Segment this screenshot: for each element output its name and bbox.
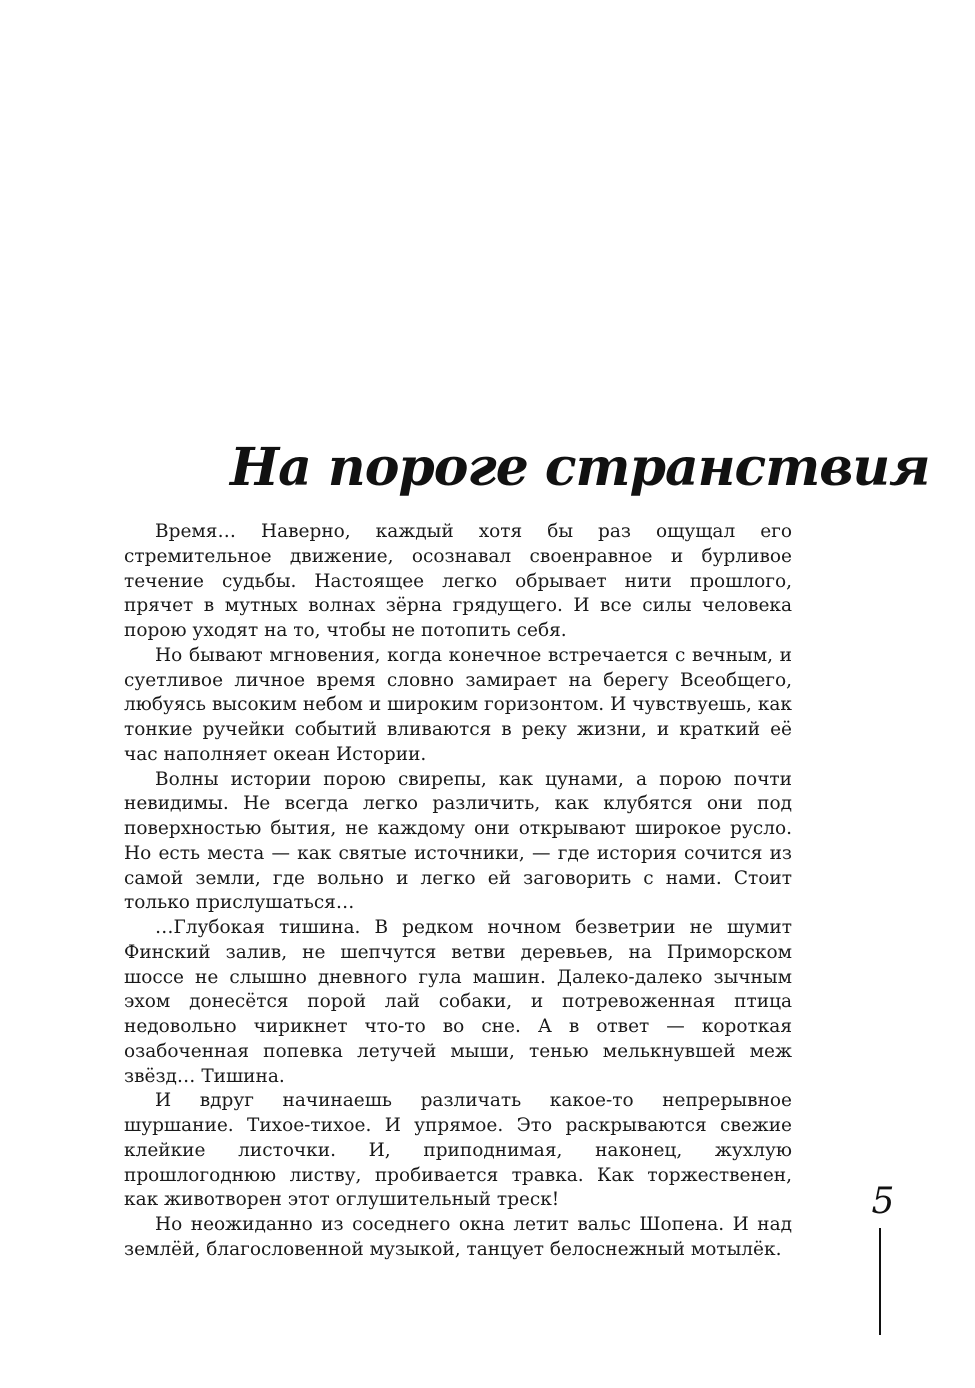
paragraph-2: Но бывают мгновения, когда конечное встречается с вечным, и суетливое личное время словно замирает на берегу Всеобщего, любуясь высоким небом и широким горизонтом. И чувствуешь, как тонкие ручейки событий вливаются в реку жизни, и краткий её час наполняет океан Истории.	[124, 644, 792, 765]
page-number: 5	[871, 1181, 895, 1222]
paragraph-5: И вдруг начинаешь различать какое-то непрерывное шуршание. Тихое-тихое. И упрямое. Это раскрываются свежие клейкие листочки. И, приподнимая, наконец, жухлую прошлогоднюю листву, пробивается травка. Как торжественен, как животворен этот оглушительный треск!	[124, 1090, 792, 1211]
paragraph-6: Но неожиданно из соседнего окна летит вальс Шопена. И над землёй, благословенной музыкой, танцует белоснежный мотылёк.	[124, 1214, 792, 1260]
page-number-rule	[879, 1228, 881, 1335]
chapter-body	[124, 520, 792, 1263]
chapter-title: На пороге странствия	[230, 436, 930, 498]
paragraph-3: Волны истории порою свирепы, как цунами, а порою почти невидимы. Не всегда легко различить, как клубятся они под поверхностью бытия, не каждому они открывают широкое русло. Но есть места — как святые источники, — где история сочится из самой земли, где вольно и легко ей заговорить с нами. Стоит только прислушаться…	[124, 768, 792, 914]
paragraph-1: Время… Наверно, каждый хотя бы раз ощущал его стремительное движение, осознавал своенравное и бурливое течение судьбы. Настоящее легко обрывает нити прошлого, прячет в мутных волнах зёрна грядущего. И все силы человека порою уходят на то, чтобы не потопить себя.	[124, 521, 792, 641]
paragraph-4: …Глубокая тишина. В редком ночном безветрии не шумит Финский залив, не шепчутся ветви деревьев, на Приморском шоссе не слышно дневного гула машин. Далеко-далеко зычным эхом донесётся порой лай собаки, и потревоженная птица недовольно чирикнет что-то во сне. А в ответ — короткая озабоченная попевка летучей мыши, тенью мелькнувшей меж звёзд… Тишина.	[124, 917, 792, 1087]
